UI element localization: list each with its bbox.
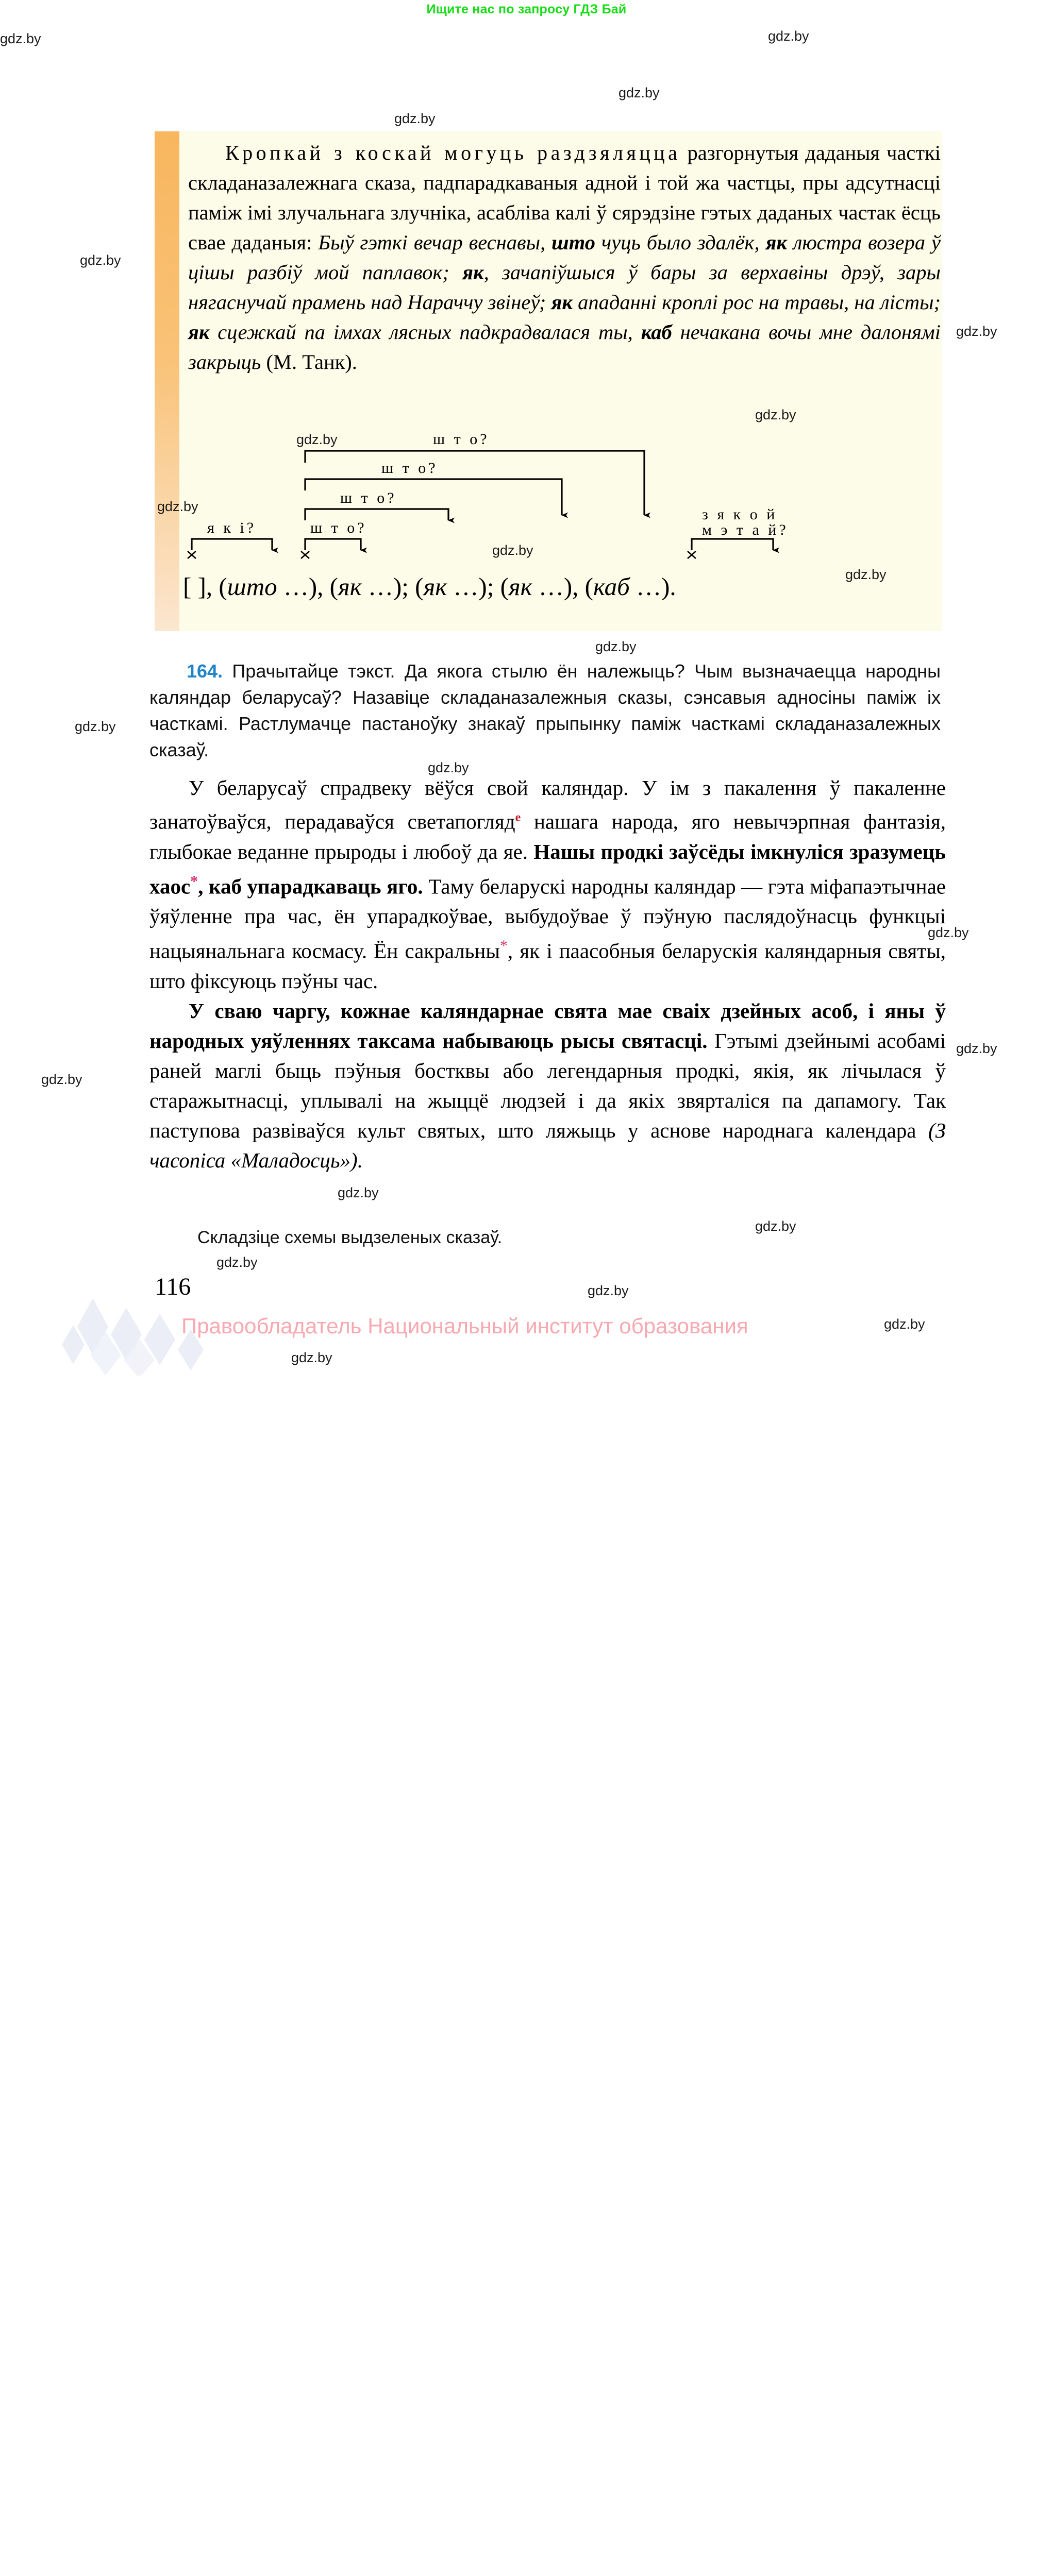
watermark-gdz: gdz.by bbox=[428, 760, 469, 775]
passage-p2-rest: Гэтымі дзейнымі асобамі раней маглі быць пэўныя бостквы або легендарныя продкі, якія, як лічылася ў старажытнасці, уплывалі на жыццё людзей і да якіх звярталіся па дапамогу. Так паступова развіваўся культ святых, што ляжыць у аснове народнага календара bbox=[149, 1028, 946, 1142]
watermark-gdz: gdz.by bbox=[80, 252, 121, 268]
watermark-gdz: gdz.by bbox=[338, 1185, 379, 1200]
watermark-gdz: gdz.by bbox=[394, 111, 436, 126]
watermark-gdz: gdz.by bbox=[845, 567, 887, 582]
watermark-gdz: gdz.by bbox=[75, 719, 116, 734]
watermark-gdz: gdz.by bbox=[588, 1283, 629, 1298]
exercise-instruction: Прачытайце тэкст. Да якога стылю ён належыць? Чым вызначаецца народны каляндар беларусаў? Назавіце складаназалежныя сказы, сэнсавыя адносіны паміж іх часткамі. Растлумачце пастаноўку знакаў прыпынку паміж часткамі складаназалежных сказаў. bbox=[149, 660, 941, 760]
passage-p1-c: Таму беларускі народны каляндар — гэта міфапаэтычнае ўяўленне пра час, ён упарадкоўвае, выбудоўвае ў пэўную паслядоўнасць функцыі нацыянальнага космасу. Ён сакральны bbox=[149, 874, 946, 963]
watermark-gdz: gdz.by bbox=[157, 499, 198, 514]
watermark-gdz: gdz.by bbox=[755, 1218, 796, 1234]
rule-example-3-bold: як bbox=[462, 261, 484, 284]
watermark-gdz: gdz.by bbox=[296, 432, 338, 447]
top-promo-text: Ищите нас по запросу ГДЗ Бай bbox=[426, 2, 627, 16]
rule-example-2: чуць было здалёк, bbox=[595, 231, 766, 254]
task-line: Складзіце схемы выдзеленых сказаў. bbox=[197, 1228, 503, 1247]
passage-p1-bold-a: Нашы продкі заўсёды імкнуліся зразумець хаос bbox=[149, 839, 946, 899]
rule-example-4: , зачапіўшыся ў бары за верхавіны дрэў, зары нягаснучай прамень над Нараччу звінеў; bbox=[188, 261, 941, 314]
watermark-gdz: gdz.by bbox=[956, 324, 997, 339]
rule-example-4-bold: як bbox=[551, 291, 573, 314]
passage-paragraph-1 bbox=[149, 773, 946, 996]
watermark-gdz: gdz.by bbox=[619, 85, 660, 100]
scheme-label-6-line2: м э т а й? bbox=[702, 521, 789, 538]
rule-example-3: люстра возера ў цішы разбіў мой паплавок; bbox=[188, 231, 941, 284]
watermark-gdz: gdz.by bbox=[755, 407, 796, 422]
rule-example-6: сцежкай па імхах лясных падкрадвалася ты, bbox=[209, 320, 641, 344]
formula-text-3: …); ( bbox=[447, 572, 509, 601]
rule-example-7: нечакана вочы мне далонямі закрыць bbox=[188, 320, 941, 374]
formula-conj-5: каб bbox=[593, 572, 630, 601]
rule-lead-phrase: Кропкай з коскай могуць раздзяляцца bbox=[225, 141, 681, 164]
top-promo-banner bbox=[0, 0, 1053, 22]
rule-example-2-bold: як bbox=[765, 231, 787, 254]
watermark-gdz: gdz.by bbox=[291, 1350, 332, 1365]
watermark-gdz: gdz.by bbox=[492, 543, 533, 558]
formula-text-4: …), ( bbox=[532, 572, 593, 601]
watermark-gdz: gdz.by bbox=[884, 1316, 925, 1332]
rule-example-source: (М. Танк). bbox=[261, 350, 357, 374]
watermark-gdz: gdz.by bbox=[956, 1041, 997, 1056]
formula-conj-3: як bbox=[423, 572, 447, 601]
scheme-label-4: я к і? bbox=[207, 519, 257, 536]
watermark-gdz: gdz.by bbox=[0, 31, 41, 46]
formula-conj-4: як bbox=[508, 572, 532, 601]
watermark-gdz: gdz.by bbox=[41, 1072, 82, 1087]
passage-p1-a: У беларусаў спрадвеку вёўся свой каляндар. У ім з пакалення ў пакаленне занатоўваўся, перадаваўся светапогляд bbox=[149, 776, 946, 834]
scheme-cross-markers bbox=[188, 551, 696, 558]
scheme-label-5: ш т о? bbox=[310, 519, 367, 536]
scheme-label-6-line1: з я к о й bbox=[702, 506, 778, 523]
rule-example-5: ападанні кроплі рос на травы, на лісты; bbox=[572, 291, 941, 314]
scheme-label-3: ш т о? bbox=[340, 489, 397, 506]
exercise-number: 164. bbox=[187, 660, 223, 682]
passage-paragraph-2 bbox=[149, 996, 946, 1175]
formula-conj-1: што bbox=[227, 572, 277, 601]
bottom-bar bbox=[0, 1386, 1053, 1417]
copyright-watermark: Правообладатель Национальный институт образования bbox=[181, 1314, 748, 1338]
rule-box-text bbox=[188, 138, 941, 377]
scheme-formula bbox=[183, 572, 676, 601]
rule-example-6-bold: каб bbox=[641, 320, 672, 344]
formula-text-5: …). bbox=[629, 572, 676, 601]
passage-p1-b: нашага народа, яго невычэрпная фантазія, глыбокае веданне прыроды і любоў да яе. bbox=[149, 809, 946, 863]
formula-text-2: …); ( bbox=[361, 572, 424, 601]
rule-example-1-bold: што bbox=[551, 231, 595, 254]
page-number: 116 bbox=[155, 1273, 191, 1300]
rule-body-text: разгорнутыя даданыя часткі складаназалежнага сказа, падпарадкаваныя адной і той жа частцы, пры адсутнасці паміж імі злучальнага злучніка, асабліва калі ў сярэдзіне гэтых даданых частак ёсць свае даданыя: bbox=[188, 141, 941, 254]
watermark-gdz: gdz.by bbox=[928, 925, 969, 940]
footnote-marker-e: е bbox=[515, 811, 521, 824]
passage-p1-bold-b: , каб упарадкаваць яго. bbox=[198, 874, 423, 899]
formula-text-1: …), ( bbox=[277, 572, 338, 601]
rule-example-1: Быў гэткі вечар веснавы, bbox=[318, 231, 552, 254]
scheme-label-1: ш т о? bbox=[433, 431, 490, 448]
rule-example-5-bold: як bbox=[188, 320, 210, 344]
scheme-label-2: ш т о? bbox=[381, 460, 438, 477]
footnote-marker-asterisk-2: * bbox=[499, 937, 508, 955]
reading-passage bbox=[149, 773, 946, 1175]
watermark-gdz: gdz.by bbox=[768, 28, 809, 44]
watermark-gdz: gdz.by bbox=[595, 639, 637, 654]
exercise-164 bbox=[149, 658, 941, 763]
passage-p2-bold: У сваю чаргу, кожнае каляндарнае свята мае сваіх дзейных асоб, і яны ў народных уяўленнях таксама набываюць рысы святасці. bbox=[149, 998, 946, 1053]
passage-p1-d: , як і паасобныя беларускія каляндарныя святы, што фіксуюць пэўны час. bbox=[149, 939, 946, 993]
footnote-marker-asterisk-1: * bbox=[190, 872, 198, 890]
formula-bracket: [ ], ( bbox=[183, 572, 227, 601]
watermark-gdz: gdz.by bbox=[216, 1255, 258, 1270]
passage-p2-source: (З часопіса «Маладосць»). bbox=[149, 1118, 946, 1172]
formula-conj-2: як bbox=[338, 572, 362, 601]
